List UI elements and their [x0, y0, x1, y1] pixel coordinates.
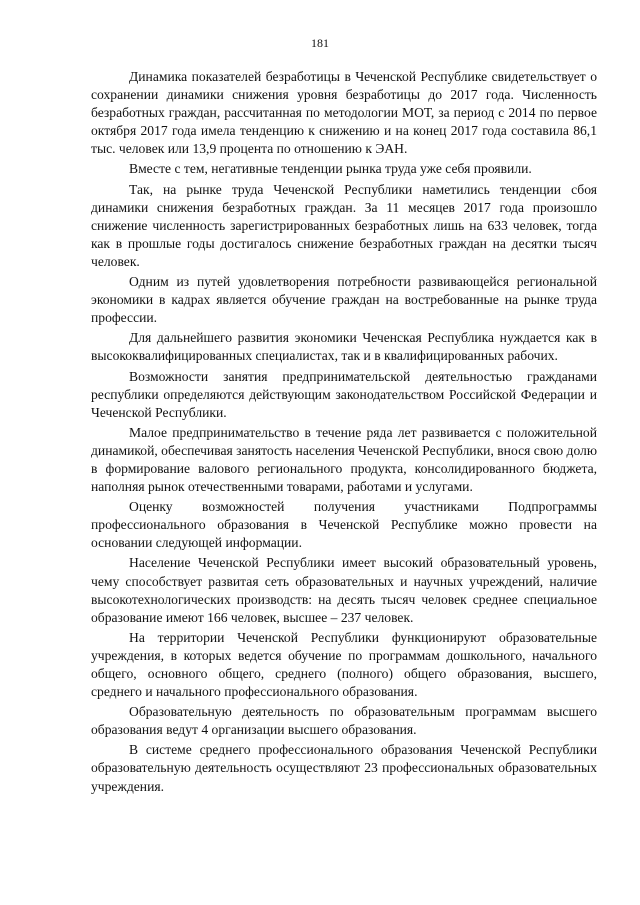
paragraph: Образовательную деятельность по образовательным программам высшего образования ведут 4 организации высшего образования. [91, 704, 597, 738]
paragraph: Так, на рынке труда Чеченской Республики наметились тенденции сбоя динамики снижения безработных граждан. За 11 месяцев 2017 года произошло снижение численность зарегистрированных безработных лишь на 633 человек, тогда как в прошлые годы достигалось снижение безработных граждан на десятки тысяч человек. [91, 181, 597, 269]
page-number: 181 [311, 36, 329, 50]
paragraph: Динамика показателей безработицы в Чеченской Республике свидетельствует о сохранении динамики снижения уровня безработицы до 2017 года. Численность безработных граждан, рассчитанная по методологии МОТ, за период с 2014 по первое октября 2017 года имела тенденцию к снижению и на конец 2017 года составила 86,1 тыс. человек или 13,9 процента по отношению к ЭАН. [91, 69, 597, 157]
paragraph: Возможности занятия предпринимательской деятельностью гражданами республики определяются действующим законодательством Российской Федерации и Чеченской Республики. [91, 368, 597, 420]
paragraph: Оценку возможностей получения участниками Подпрограммы профессионального образования в Чеченской Республике можно провести на основании следующей информации. [91, 499, 597, 551]
paragraph: Одним из путей удовлетворения потребности развивающейся региональной экономики в кадрах является обучение граждан на востребованные на рынке труда профессии. [91, 274, 597, 326]
paragraph: В системе среднего профессионального образования Чеченской Республики образовательную деятельность осуществляют 23 профессиональных образовательных учреждения. [91, 742, 597, 794]
document-body [91, 68, 597, 796]
paragraph: Вместе с тем, негативные тенденции рынка труда уже себя проявили. [129, 161, 532, 177]
paragraph: На территории Чеченской Республики функционируют образовательные учреждения, в которых ведется обучение по программам дошкольного, начального общего, основного общего, среднего (полного) общего образования, высшего, среднего и начального профессионального образования. [91, 629, 597, 700]
paragraph: Малое предпринимательство в течение ряда лет развивается с положительной динамикой, обеспечивая занятость населения Чеченской Республики, внося свою долю в формирование валового регионального продукта, консолидированного бюджета, наполняя рынок отечественными товарами, работами и услугами. [91, 424, 597, 495]
paragraph: Население Чеченской Республики имеет высокий образовательный уровень, чему способствует развитая сеть образовательных и научных учреждений, наличие высокотехнологических производств: на десять тысяч человек среднее специальное образование имеют 166 человек, высшее – 237 человек. [91, 555, 597, 625]
paragraph: Для дальнейшего развития экономики Чеченская Республика нуждается как в высококвалифицированных специалистах, так и в квалифицированных рабочих. [91, 330, 597, 364]
